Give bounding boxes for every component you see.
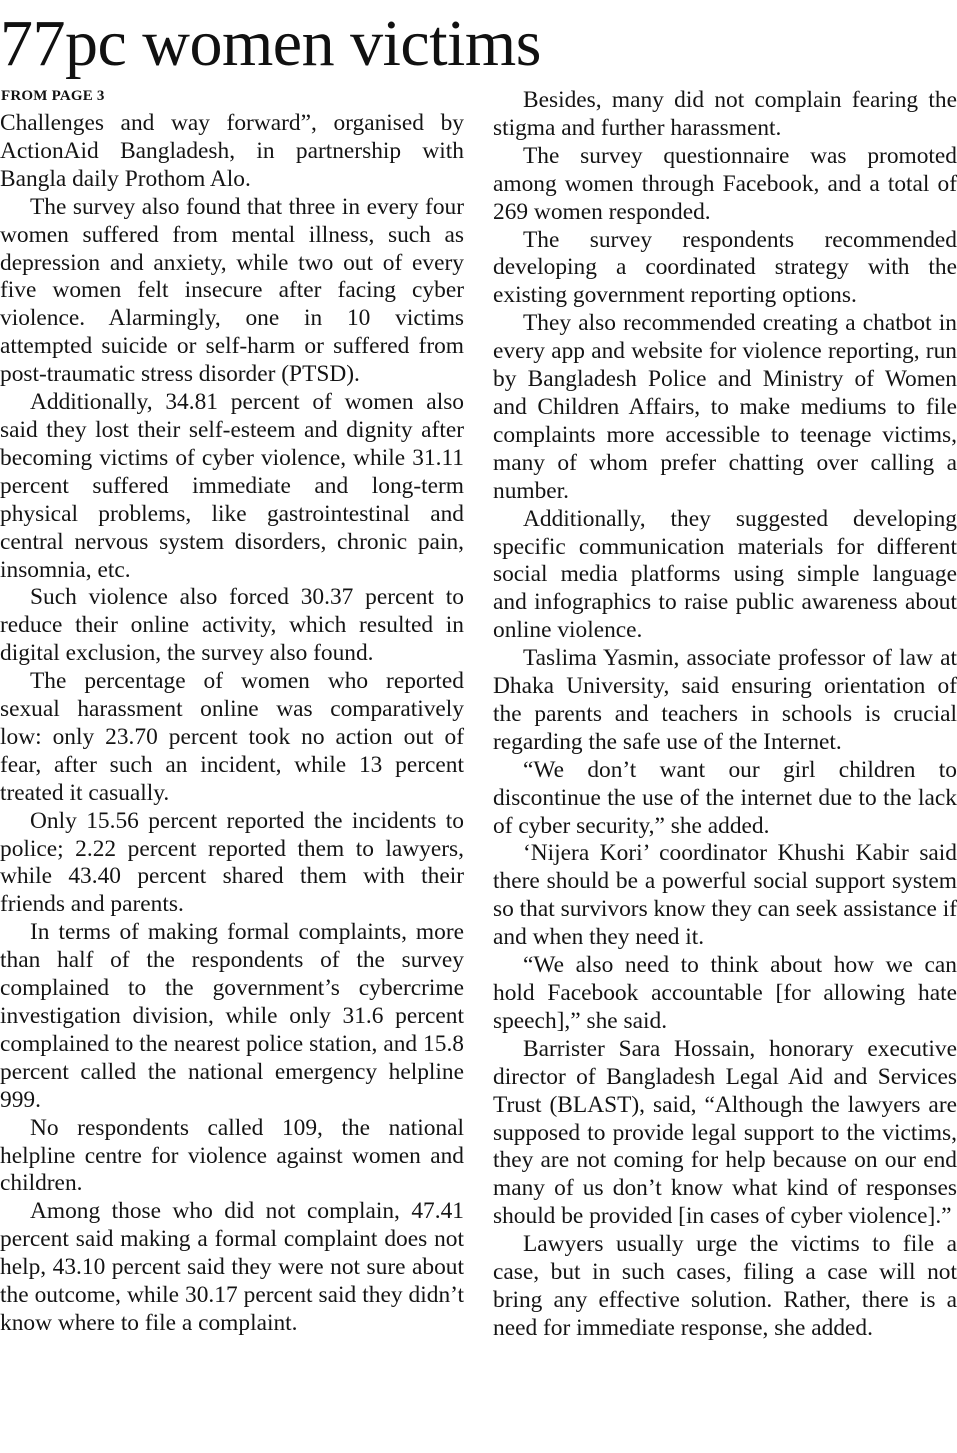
- paragraph: “We also need to think about how we can hold Facebook accountable [for allowing hate speech],” she said.: [493, 952, 957, 1034]
- continued-from-label: FROM PAGE 3: [1, 88, 105, 104]
- paragraph: The survey respondents recommended developing a coordinated strategy with the existing government reporting options.: [493, 226, 957, 309]
- left-column: [0, 110, 464, 1338]
- paragraph: Challenges and way forward”, organised by ActionAid Bangladesh, in partnership with Bangla daily Prothom Alo.: [0, 110, 464, 192]
- paragraph: Besides, many did not complain fearing the stigma and further harassment.: [493, 87, 957, 141]
- paragraph: Additionally, they suggested developing specific communication materials for different social media platforms using simple language and infographics to raise public awareness about online violence.: [493, 505, 957, 644]
- paragraph: “We don’t want our girl children to discontinue the use of the internet due to the lack of cyber security,” she added.: [493, 756, 957, 839]
- paragraph: No respondents called 109, the national helpline centre for violence against women and children.: [0, 1114, 464, 1197]
- paragraph: Such violence also forced 30.37 percent to reduce their online activity, which resulted in digital exclusion, the survey also found.: [0, 584, 464, 667]
- paragraph: The survey also found that three in every four women suffered from mental illness, such as depression and anxiety, while two out of every five women felt insecure after facing cyber violence. Alarmingly, one in 10 victims attempted suicide or self-harm or suffered from post-traumatic stress disorder (PTSD).: [0, 193, 464, 388]
- paragraph: In terms of making formal complaints, more than half of the respondents of the survey complained to the government’s cybercrime investigation division, while only 31.6 percent complained to the nearest police station, and 15.8 percent called the national emergency helpline 999.: [0, 919, 464, 1113]
- paragraph: Among those who did not complain, 47.41 percent said making a formal complaint does not help, 43.10 percent said they were not sure about the outcome, while 30.17 percent said they didn’t know where to file a complaint.: [0, 1198, 464, 1336]
- right-column: [493, 87, 957, 1343]
- paragraph: Lawyers usually urge the victims to file a case, but in such cases, filing a case will not bring any effective solution. Rather, there is a need for immediate response, she added.: [493, 1231, 957, 1341]
- paragraph: The percentage of women who reported sexual harassment online was comparatively low: only 23.70 percent took no action out of fear, after such an incident, while 13 percent treated it casually.: [0, 668, 464, 806]
- paragraph: Only 15.56 percent reported the incidents to police; 2.22 percent reported them to lawyers, while 43.40 percent shared them with their friends and parents.: [0, 807, 464, 918]
- paragraph: Taslima Yasmin, associate professor of law at Dhaka University, said ensuring orientation of the parents and teachers in schools is crucial regarding the safe use of the Internet.: [493, 645, 957, 755]
- paragraph: Barrister Sara Hossain, honorary executive director of Bangladesh Legal Aid and Services Trust (BLAST), said, “Although the lawyers are supposed to provide legal support to the victims, they are not coming for help because on our end many of us don’t know what kind of responses should be provided [in cases of cyber violence].”: [493, 1035, 957, 1230]
- paragraph: They also recommended creating a chatbot in every app and website for violence reporting, run by Bangladesh Police and Ministry of Women and Children Affairs, to make mediums to file complaints more accessible to teenage victims, many of whom prefer chatting over calling a number.: [493, 310, 957, 504]
- paragraph: ‘Nijera Kori’ coordinator Khushi Kabir said there should be a powerful social support system so that survivors know they can seek assistance if and when they need it.: [493, 840, 957, 951]
- paragraph: The survey questionnaire was promoted among women through Facebook, and a total of 269 women responded.: [493, 142, 957, 225]
- headline: 77pc women victims: [0, 7, 541, 80]
- paragraph: Additionally, 34.81 percent of women also said they lost their self-esteem and dignity after becoming victims of cyber violence, while 31.11 percent suffered immediate and long-term physical problems, like gastrointestinal and central nervous system disorders, chronic pain, insomnia, etc.: [0, 389, 464, 583]
